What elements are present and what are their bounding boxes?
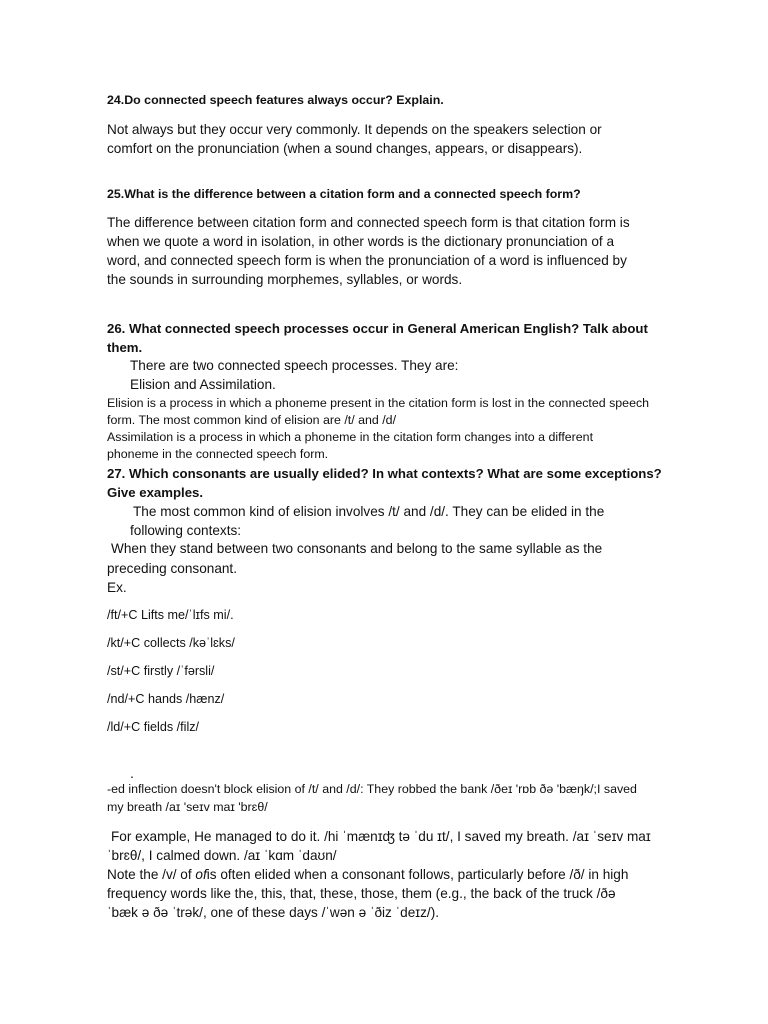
note-line-2: frequency words like the, this, that, these, those, them (e.g., the back of the truck /ðə xyxy=(107,886,616,901)
for-example-line-1: For example, He managed to do it. /hi ˈmænɪʤ tə ˈdu ɪt/, I saved my breath. /aɪ ˈseɪv maɪ xyxy=(111,829,651,844)
q24-answer-line-1: Not always but they occur very commonly. It depends on the speakers selection or xyxy=(107,122,602,137)
q26-elision-line-2: form. The most common kind of elision are /t/ and /d/ xyxy=(107,413,397,427)
q27-heading-line-1: 27. Which consonants are usually elided? In what contexts? What are some exceptions? xyxy=(107,466,662,481)
q26-intro-line-1: There are two connected speech processes. They are: xyxy=(130,358,459,373)
note-prefix: Note the /v/ of xyxy=(107,867,196,882)
note-rest: is often elided when a consonant follows, particularly before /ð/ in high xyxy=(206,867,629,882)
q25-answer-line-2: when we quote a word in isolation, in other words is the dictionary pronunciation of a xyxy=(107,234,615,249)
ed-note-line-2: my breath /aɪ 'seɪv maɪ 'brɛθ/ xyxy=(107,800,268,814)
q26-heading-line-2: them. xyxy=(107,340,143,355)
example-nd: /nd/+C hands /hænz/ xyxy=(107,692,225,706)
q27-ex-label: Ex. xyxy=(107,580,127,595)
q26-assimilation-line-1: Assimilation is a process in which a phoneme in the citation form changes into a different xyxy=(107,430,594,444)
q27-context-line-2: preceding consonant. xyxy=(107,561,237,576)
q26-assimilation-line-2: phoneme in the connected speech form. xyxy=(107,447,329,461)
bullet-dot: . xyxy=(130,765,134,781)
q26-elision-line-1: Elision is a process in which a phoneme present in the citation form is lost in the connected speech xyxy=(107,396,650,410)
q25-answer-line-4: the sounds in surrounding morphemes, syllables, or words. xyxy=(107,272,463,287)
q24-answer-line-2: comfort on the pronunciation (when a sound changes, appears, or disappears). xyxy=(107,141,583,156)
q25-heading: 25.What is the difference between a citation form and a connected speech form? xyxy=(107,187,581,201)
q27-intro-line-2: following contexts: xyxy=(130,523,242,538)
q25-answer-line-3: word, and connected speech form is when the pronunciation of a word is influenced by xyxy=(107,253,627,268)
for-example-line-2: ˈbrɛθ/, I calmed down. /aɪ ˈkɑm ˈdaʊn/ xyxy=(107,848,337,863)
q26-heading-line-1: 26. What connected speech processes occur in General American English? Talk about xyxy=(107,321,648,336)
q27-intro-line-1: The most common kind of elision involves /t/ and /d/. They can be elided in the xyxy=(133,504,605,519)
ed-note-line-1: -ed inflection doesn't block elision of /t/ and /d/: They robbed the bank /ðeɪ 'rɒb ðə 'bæŋk/;I saved xyxy=(107,782,637,796)
example-kt: /kt/+C collects /kəˈlɛks/ xyxy=(107,636,235,650)
note-italic-of: of xyxy=(195,867,207,882)
q25-answer-line-1: The difference between citation form and connected speech form is that citation form is xyxy=(107,215,630,230)
q27-context-line-1: When they stand between two consonants and belong to the same syllable as the xyxy=(111,541,603,556)
q27-heading-line-2: Give examples. xyxy=(107,485,204,500)
example-st: /st/+C firstly /ˈfərsli/ xyxy=(107,664,215,678)
q24-heading: 24.Do connected speech features always occur? Explain. xyxy=(107,93,444,107)
note-line-1 xyxy=(107,865,628,884)
example-ld: /ld/+C fields /filz/ xyxy=(107,720,200,734)
note-line-3: ˈbæk ə ðə ˈtrək/, one of these days /ˈwən ə ˈðiz ˈdeɪz/). xyxy=(107,905,439,920)
example-ft: /ft/+C Lifts me/ˈlɪfs mi/. xyxy=(107,608,234,622)
q26-intro-line-2: Elision and Assimilation. xyxy=(130,377,276,392)
